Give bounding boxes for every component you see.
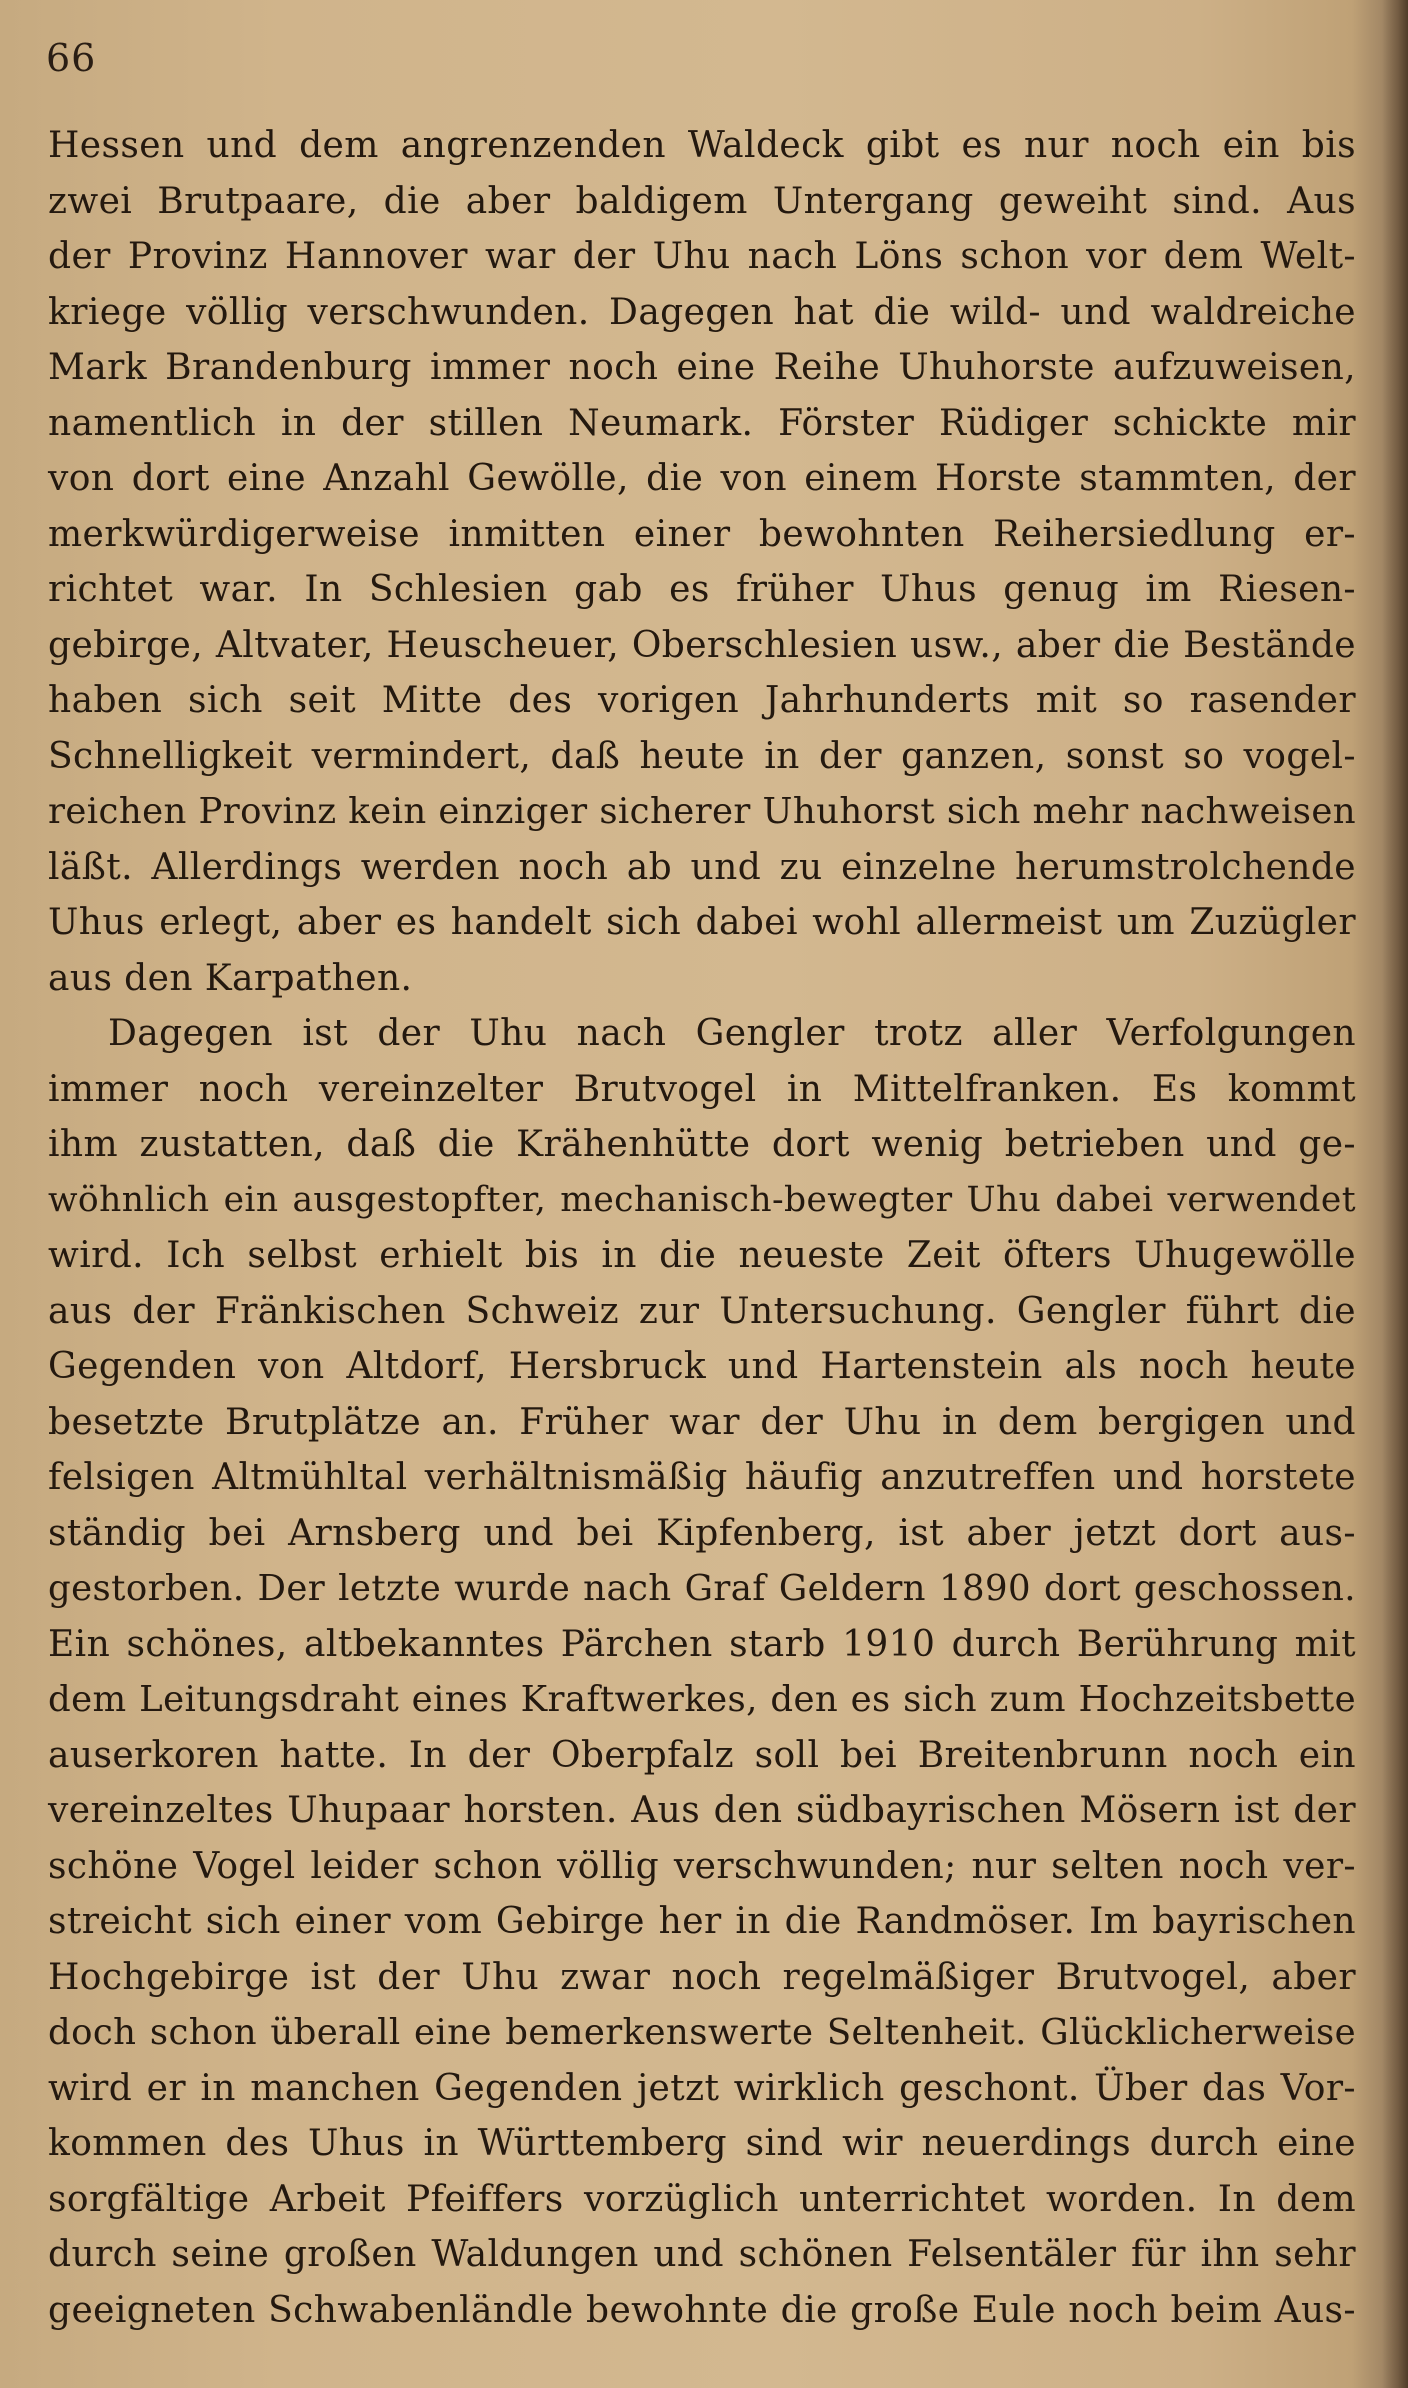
text-line: Uhus erlegt, aber es handelt sich dabei wohl allermeist um Zuzügler <box>48 902 1356 943</box>
text-line: kriege völlig verschwunden. Dagegen hat die wild- und waldreiche <box>48 291 1356 333</box>
text-line: wird. Ich selbst erhielt bis in die neueste Zeit öfters Uhugewölle <box>48 1235 1356 1276</box>
text-line: besetzte Brutplätze an. Früher war der Uhu in dem bergigen und <box>48 1401 1356 1443</box>
text-line: durch seine großen Waldungen und schönen Felsentäler für ihn sehr <box>48 2234 1356 2275</box>
text-line: auserkoren hatte. In der Oberpfalz soll bei Breitenbrunn noch ein <box>48 1734 1356 1776</box>
text-line: reichen Provinz kein einziger sicherer Uhuhorst sich mehr nachweisen <box>48 791 1356 832</box>
text-line: richtet war. In Schlesien gab es früher Uhus genug im Riesen- <box>48 569 1356 610</box>
text-line: merkwürdigerweise inmitten einer bewohnten Reihersiedlung er- <box>48 513 1356 555</box>
text-line: gebirge, Altvater, Heuscheuer, Oberschlesien usw., aber die Bestände <box>48 624 1356 666</box>
page-number: 66 <box>46 36 97 80</box>
text-line: von dort eine Anzahl Gewölle, die von einem Horste stammten, der <box>48 458 1356 499</box>
text-line: ihm zustatten, daß die Krähenhütte dort wenig betrieben und ge- <box>48 1124 1356 1165</box>
text-line: dem Leitungsdraht eines Kraftwerkes, den es sich zum Hochzeitsbette <box>48 1679 1356 1720</box>
text-line: kommen des Uhus in Württemberg sind wir neuerdings durch eine <box>48 2123 1356 2164</box>
text-line: geeigneten Schwabenländle bewohnte die große Eule noch beim Aus- <box>48 2289 1356 2331</box>
text-line: haben sich seit Mitte des vorigen Jahrhunderts mit so rasender <box>48 680 1356 721</box>
text-line: Hochgebirge ist der Uhu zwar noch regelmäßiger Brutvogel, aber <box>48 1956 1356 1998</box>
text-line: Mark Brandenburg immer noch eine Reihe Uhuhorste aufzuweisen, <box>48 347 1356 388</box>
text-line: der Provinz Hannover war der Uhu nach Löns schon vor dem Welt- <box>48 236 1356 277</box>
text-line: doch schon überall eine bemerkenswerte Seltenheit. Glücklicherweise <box>48 2012 1356 2053</box>
text-line: streicht sich einer vom Gebirge her in die Randmöser. Im bayrischen <box>48 1901 1356 1942</box>
text-line: Gegenden von Altdorf, Hersbruck und Hartenstein als noch heute <box>48 1346 1356 1387</box>
text-line: ständig bei Arnsberg und bei Kipfenberg, ist aber jetzt dort aus- <box>48 1512 1356 1554</box>
text-line: wird er in manchen Gegenden jetzt wirklich geschont. Über das Vor- <box>48 2067 1356 2109</box>
text-line: vereinzeltes Uhupaar horsten. Aus den südbayrischen Mösern ist der <box>48 1790 1356 1831</box>
text-line: aus der Fränkischen Schweiz zur Untersuchung. Gengler führt die <box>48 1290 1356 1332</box>
text-line: gestorben. Der letzte wurde nach Graf Geldern 1890 dort geschossen. <box>48 1568 1356 1609</box>
text-line: schöne Vogel leider schon völlig verschwunden; nur selten noch ver- <box>48 1845 1356 1887</box>
text-line: Dagegen ist der Uhu nach Gengler trotz aller Verfolgungen <box>108 1013 1356 1054</box>
text-line: Ein schönes, altbekanntes Pärchen starb 1910 durch Berührung mit <box>48 1623 1356 1665</box>
body-text <box>48 118 1356 2338</box>
text-line: immer noch vereinzelter Brutvogel in Mittelfranken. Es kommt <box>48 1068 1356 1110</box>
text-line: wöhnlich ein ausgestopfter, mechanisch-bewegter Uhu dabei verwendet <box>48 1179 1356 1220</box>
text-line: Schnelligkeit vermindert, daß heute in der ganzen, sonst so vogel- <box>48 735 1356 777</box>
text-line: namentlich in der stillen Neumark. Förster Rüdiger schickte mir <box>48 402 1356 444</box>
text-line: zwei Brutpaare, die aber baldigem Untergang geweiht sind. Aus <box>48 180 1356 222</box>
text-line: Hessen und dem angrenzenden Waldeck gibt es nur noch ein bis <box>48 125 1356 166</box>
text-line: läßt. Allerdings werden noch ab und zu einzelne herumstrolchende <box>48 846 1356 888</box>
text-line: felsigen Altmühltal verhältnismäßig häufig anzutreffen und horstete <box>48 1457 1356 1498</box>
text-line: aus den Karpathen. <box>48 957 413 999</box>
text-line: sorgfältige Arbeit Pfeiffers vorzüglich unterrichtet worden. In dem <box>48 2178 1356 2220</box>
